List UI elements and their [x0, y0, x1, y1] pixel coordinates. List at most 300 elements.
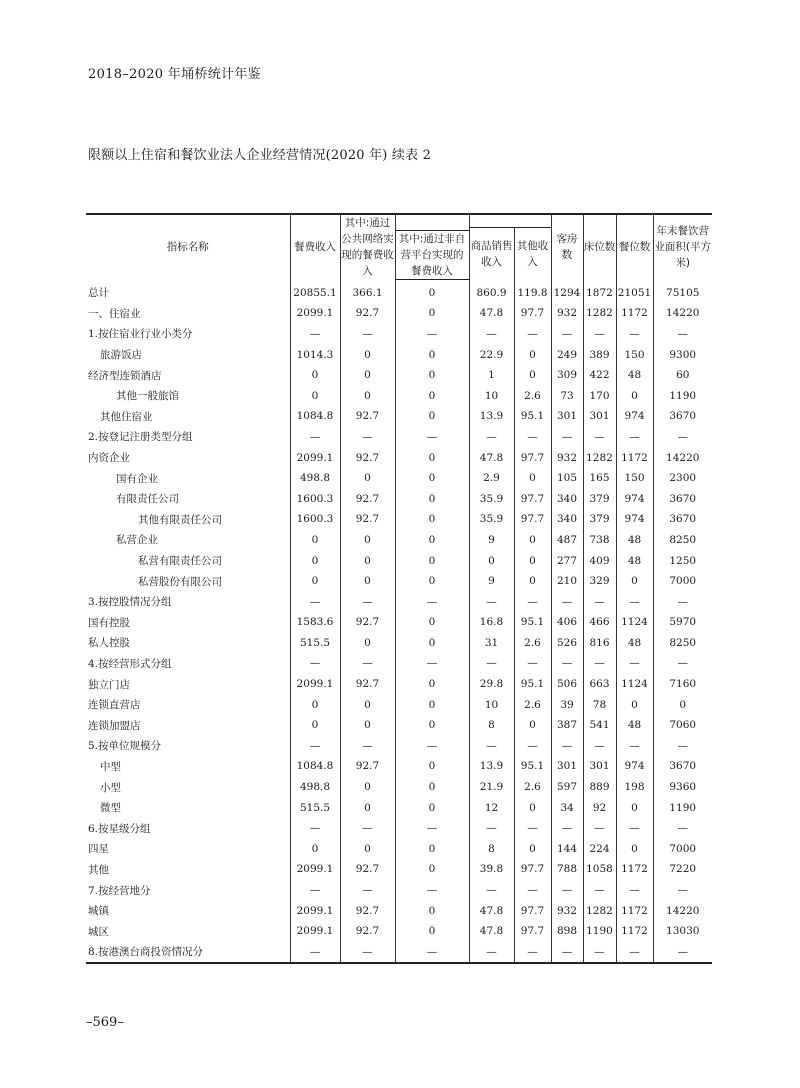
table-row	[86, 839, 712, 860]
cell-public-net: 92.7	[340, 859, 395, 880]
cell-catering: 1600.3	[290, 509, 340, 530]
cell-public-net: 92.7	[340, 303, 395, 324]
cell-seats: —	[616, 942, 653, 964]
row-label: 城镇	[86, 900, 290, 921]
cell-catering: 0	[290, 839, 340, 860]
cell-goods: —	[469, 427, 514, 448]
table-row	[86, 427, 712, 448]
table-row	[86, 818, 712, 839]
cell-beds: 816	[583, 633, 616, 654]
table-row	[86, 385, 712, 406]
cell-other: 97.7	[514, 921, 551, 942]
cell-self-platform: 0	[395, 571, 469, 592]
cell-beds: 1282	[583, 303, 616, 324]
cell-beds: 165	[583, 468, 616, 489]
header-self-platform-blank	[395, 214, 469, 230]
cell-public-net: 92.7	[340, 488, 395, 509]
row-label: 中型	[86, 756, 290, 777]
header-rooms: 客房数	[551, 214, 583, 279]
cell-seats: 198	[616, 777, 653, 798]
cell-goods: 9	[469, 530, 514, 551]
cell-other: 95.1	[514, 406, 551, 427]
header-area: 年末餐饮营业面积(平方米)	[653, 214, 712, 279]
cell-other: —	[514, 427, 551, 448]
row-label: 经济型连锁酒店	[86, 365, 290, 386]
cell-catering: 2099.1	[290, 921, 340, 942]
cell-public-net: 0	[340, 365, 395, 386]
table-row	[86, 653, 712, 674]
table-row	[86, 468, 712, 489]
cell-goods: 0	[469, 550, 514, 571]
cell-goods: 29.8	[469, 674, 514, 695]
row-label: 8.按港澳台商投资情况分	[86, 942, 290, 964]
table-row	[86, 715, 712, 736]
cell-other: 95.1	[514, 612, 551, 633]
cell-goods: 860.9	[469, 279, 514, 303]
cell-catering: —	[290, 591, 340, 612]
cell-other: —	[514, 324, 551, 345]
cell-beds: 1058	[583, 859, 616, 880]
row-label: 独立门店	[86, 674, 290, 695]
cell-seats: 1124	[616, 612, 653, 633]
cell-beds: —	[583, 591, 616, 612]
cell-rooms: 788	[551, 859, 583, 880]
cell-public-net: —	[340, 591, 395, 612]
cell-other: 0	[514, 550, 551, 571]
cell-area: —	[677, 822, 688, 835]
cell-area: —	[677, 327, 688, 340]
cell-rooms: 39	[551, 694, 583, 715]
cell-public-net: —	[340, 736, 395, 757]
cell-catering: 0	[290, 385, 340, 406]
cell-self-platform: 0	[395, 344, 469, 365]
cell-rooms: 105	[551, 468, 583, 489]
cell-catering: 515.5	[290, 633, 340, 654]
cell-beds: 663	[583, 674, 616, 695]
cell-area: 13030	[666, 925, 700, 938]
cell-beds: 889	[583, 777, 616, 798]
row-label: 其他	[86, 859, 290, 880]
cell-catering: 2099.1	[290, 303, 340, 324]
cell-other: 2.6	[514, 385, 551, 406]
cell-seats: —	[616, 818, 653, 839]
cell-beds: 78	[583, 694, 616, 715]
cell-seats: 0	[616, 839, 653, 860]
table-row	[86, 303, 712, 324]
cell-beds: 224	[583, 839, 616, 860]
cell-beds: —	[583, 653, 616, 674]
cell-public-net: —	[340, 427, 395, 448]
cell-seats: 150	[616, 468, 653, 489]
cell-goods: 21.9	[469, 777, 514, 798]
cell-self-platform: 0	[395, 530, 469, 551]
cell-public-net: 92.7	[340, 900, 395, 921]
cell-goods: 13.9	[469, 756, 514, 777]
cell-catering: 20855.1	[290, 279, 340, 303]
row-label: 私人控股	[86, 633, 290, 654]
cell-area: 1250	[669, 554, 697, 567]
cell-rooms: 73	[551, 385, 583, 406]
row-label: 3.按控股情况分组	[86, 591, 290, 612]
cell-catering: —	[290, 653, 340, 674]
cell-goods: —	[469, 324, 514, 345]
cell-seats: 150	[616, 344, 653, 365]
cell-goods: 1	[469, 365, 514, 386]
cell-self-platform: —	[395, 324, 469, 345]
row-label: 2.按登记注册类型分组	[86, 427, 290, 448]
table-row	[86, 324, 712, 345]
header-seats: 餐位数	[616, 214, 653, 279]
cell-beds: —	[583, 942, 616, 964]
cell-self-platform: 0	[395, 859, 469, 880]
row-label: 小型	[86, 777, 290, 798]
cell-catering: —	[290, 880, 340, 901]
cell-public-net: 0	[340, 715, 395, 736]
row-label: 国有控股	[86, 612, 290, 633]
cell-beds: 301	[583, 406, 616, 427]
cell-catering: 1084.8	[290, 756, 340, 777]
page-number: –569–	[86, 1015, 124, 1030]
table-row	[86, 859, 712, 880]
header-self-platform: 其中:通过非自营平台实现的餐费收入	[395, 230, 469, 279]
cell-beds: 329	[583, 571, 616, 592]
cell-catering: 1014.3	[290, 344, 340, 365]
cell-other: 97.7	[514, 488, 551, 509]
cell-other: —	[514, 880, 551, 901]
cell-area: 3670	[669, 760, 697, 773]
cell-rooms: 277	[551, 550, 583, 571]
cell-public-net: 0	[340, 468, 395, 489]
cell-rooms: 932	[551, 447, 583, 468]
cell-seats: 1172	[616, 303, 653, 324]
cell-public-net: 0	[340, 344, 395, 365]
cell-beds: —	[583, 736, 616, 757]
cell-area: 9360	[669, 781, 697, 794]
cell-catering: 1583.6	[290, 612, 340, 633]
cell-seats: 48	[616, 633, 653, 654]
cell-other: 0	[514, 530, 551, 551]
cell-seats: —	[616, 736, 653, 757]
row-label: 7.按经营地分	[86, 880, 290, 901]
table-row	[86, 612, 712, 633]
cell-goods: 35.9	[469, 509, 514, 530]
cell-rooms: 301	[551, 406, 583, 427]
cell-other: —	[514, 653, 551, 674]
cell-goods: —	[469, 880, 514, 901]
cell-area: 9300	[669, 348, 697, 361]
row-label: 有限责任公司	[86, 488, 290, 509]
cell-self-platform: 0	[395, 279, 469, 303]
cell-public-net: —	[340, 324, 395, 345]
cell-public-net: 0	[340, 385, 395, 406]
table-row	[86, 530, 712, 551]
cell-area: 7220	[669, 863, 697, 876]
cell-rooms: —	[551, 818, 583, 839]
cell-goods: 39.8	[469, 859, 514, 880]
cell-seats: 974	[616, 406, 653, 427]
cell-goods: 47.8	[469, 303, 514, 324]
cell-rooms: —	[551, 942, 583, 964]
table-row	[86, 736, 712, 757]
cell-catering: 1084.8	[290, 406, 340, 427]
cell-catering: 0	[290, 550, 340, 571]
table-body	[86, 279, 712, 963]
cell-rooms: 932	[551, 900, 583, 921]
cell-seats: —	[616, 653, 653, 674]
cell-public-net: 0	[340, 571, 395, 592]
row-label: 其他一般旅馆	[86, 385, 290, 406]
table-title: 限额以上住宿和餐饮业法人企业经营情况(2020 年) 续表 2	[88, 148, 432, 163]
cell-goods: 35.9	[469, 488, 514, 509]
cell-area: 14220	[666, 904, 700, 917]
cell-catering: —	[290, 324, 340, 345]
cell-goods: 13.9	[469, 406, 514, 427]
cell-seats: 0	[616, 694, 653, 715]
row-label: 5.按单位规模分	[86, 736, 290, 757]
cell-self-platform: 0	[395, 900, 469, 921]
row-label: 旅游饭店	[86, 344, 290, 365]
cell-beds: —	[583, 818, 616, 839]
cell-goods: 8	[469, 715, 514, 736]
table-row	[86, 633, 712, 654]
cell-beds: —	[583, 880, 616, 901]
row-label: 私营企业	[86, 530, 290, 551]
cell-other: 2.6	[514, 777, 551, 798]
row-label: 6.按星级分组	[86, 818, 290, 839]
cell-self-platform: 0	[395, 839, 469, 860]
cell-seats: 21051	[616, 279, 653, 303]
cell-goods: 10	[469, 694, 514, 715]
cell-beds: 1872	[583, 279, 616, 303]
header-public-net: 其中:通过公共网络实现的餐费收入	[340, 214, 395, 279]
header-catering: 餐费收入	[290, 214, 340, 279]
cell-rooms: —	[551, 736, 583, 757]
cell-seats: —	[616, 427, 653, 448]
row-label: 总计	[86, 279, 290, 303]
cell-rooms: 210	[551, 571, 583, 592]
cell-goods: —	[469, 653, 514, 674]
cell-self-platform: 0	[395, 550, 469, 571]
row-label: 一、住宿业	[86, 303, 290, 324]
table-row	[86, 571, 712, 592]
cell-self-platform: 0	[395, 385, 469, 406]
cell-catering: 0	[290, 715, 340, 736]
cell-self-platform: —	[395, 591, 469, 612]
cell-area: —	[653, 942, 712, 964]
cell-catering: —	[290, 818, 340, 839]
cell-public-net: 0	[340, 777, 395, 798]
cell-goods: 12	[469, 797, 514, 818]
cell-rooms: 526	[551, 633, 583, 654]
cell-beds: 541	[583, 715, 616, 736]
cell-beds: 170	[583, 385, 616, 406]
table-row	[86, 550, 712, 571]
table-row	[86, 942, 712, 964]
cell-catering: 0	[290, 571, 340, 592]
cell-self-platform: 0	[395, 612, 469, 633]
cell-self-platform: —	[395, 736, 469, 757]
cell-self-platform: 0	[395, 447, 469, 468]
cell-beds: —	[583, 427, 616, 448]
cell-self-platform: 0	[395, 674, 469, 695]
cell-seats: 1124	[616, 674, 653, 695]
cell-catering: 0	[290, 365, 340, 386]
cell-other: —	[514, 818, 551, 839]
cell-self-platform: 0	[395, 715, 469, 736]
cell-goods: 47.8	[469, 921, 514, 942]
cell-public-net: 92.7	[340, 406, 395, 427]
cell-self-platform: —	[395, 818, 469, 839]
cell-goods: 16.8	[469, 612, 514, 633]
cell-seats: 0	[616, 385, 653, 406]
table-row	[86, 674, 712, 695]
cell-catering: 1600.3	[290, 488, 340, 509]
cell-other: 97.7	[514, 859, 551, 880]
cell-rooms: —	[551, 653, 583, 674]
cell-seats: —	[616, 324, 653, 345]
cell-area: 75105	[666, 286, 700, 299]
cell-seats: 48	[616, 550, 653, 571]
cell-rooms: 309	[551, 365, 583, 386]
row-label: 其他住宿业	[86, 406, 290, 427]
cell-area: 14220	[666, 451, 700, 464]
cell-beds: 379	[583, 488, 616, 509]
cell-catering: —	[290, 427, 340, 448]
cell-other: 0	[514, 365, 551, 386]
cell-seats: 1172	[616, 859, 653, 880]
cell-area: —	[677, 657, 688, 670]
cell-public-net: —	[340, 653, 395, 674]
table-row	[86, 344, 712, 365]
cell-self-platform: —	[395, 653, 469, 674]
cell-goods: —	[469, 736, 514, 757]
cell-self-platform: 0	[395, 756, 469, 777]
cell-self-platform: 0	[395, 509, 469, 530]
cell-other: 119.8	[514, 279, 551, 303]
cell-seats: 0	[616, 797, 653, 818]
cell-rooms: 898	[551, 921, 583, 942]
cell-rooms: —	[551, 591, 583, 612]
row-label: 微型	[86, 797, 290, 818]
cell-area: —	[677, 884, 688, 897]
cell-area: 0	[679, 698, 687, 711]
cell-beds: 379	[583, 509, 616, 530]
cell-rooms: 487	[551, 530, 583, 551]
running-head: 2018–2020 年埇桥统计年鉴	[88, 67, 261, 82]
cell-seats: 974	[616, 488, 653, 509]
cell-public-net: 366.1	[340, 279, 395, 303]
cell-beds: —	[583, 324, 616, 345]
row-label: 连锁直营店	[86, 694, 290, 715]
table-row	[86, 900, 712, 921]
cell-catering: 0	[290, 694, 340, 715]
cell-other: 97.7	[514, 447, 551, 468]
cell-area: 7060	[669, 719, 697, 732]
cell-catering: 0	[290, 530, 340, 551]
cell-other: 0	[514, 571, 551, 592]
cell-public-net: 92.7	[340, 509, 395, 530]
cell-public-net: 92.7	[340, 674, 395, 695]
cell-seats: 1172	[616, 447, 653, 468]
cell-catering: 2099.1	[290, 447, 340, 468]
cell-catering: 515.5	[290, 797, 340, 818]
table-row	[86, 591, 712, 612]
cell-seats: 48	[616, 530, 653, 551]
cell-self-platform: —	[395, 942, 469, 964]
cell-public-net: 92.7	[340, 921, 395, 942]
row-label: 4.按经营形式分组	[86, 653, 290, 674]
cell-other: —	[514, 591, 551, 612]
cell-self-platform: —	[395, 427, 469, 448]
cell-self-platform: 0	[395, 633, 469, 654]
cell-beds: 738	[583, 530, 616, 551]
cell-area: 1190	[669, 801, 697, 814]
cell-area: —	[677, 430, 688, 443]
header-beds: 床位数	[583, 214, 616, 279]
cell-area: 3670	[669, 492, 697, 505]
cell-goods: 22.9	[469, 344, 514, 365]
cell-seats: 1172	[616, 900, 653, 921]
row-label: 城区	[86, 921, 290, 942]
table-row	[86, 488, 712, 509]
cell-goods: —	[469, 942, 514, 964]
cell-self-platform: 0	[395, 406, 469, 427]
cell-area: —	[677, 739, 688, 752]
cell-other: —	[514, 736, 551, 757]
header-other: 其他收入	[514, 228, 551, 280]
table-row	[86, 509, 712, 530]
cell-area: 5970	[669, 616, 697, 629]
table-row	[86, 777, 712, 798]
cell-other: 97.7	[514, 303, 551, 324]
cell-rooms: 144	[551, 839, 583, 860]
cell-public-net: 92.7	[340, 756, 395, 777]
row-label: 连锁加盟店	[86, 715, 290, 736]
cell-area: —	[677, 595, 688, 608]
table-row	[86, 279, 712, 303]
cell-catering: 498.8	[290, 777, 340, 798]
row-label: 其他有限责任公司	[86, 509, 290, 530]
cell-area: 14220	[666, 307, 700, 320]
header-sales-blank	[469, 214, 551, 228]
cell-rooms: 340	[551, 488, 583, 509]
cell-area: 3670	[669, 410, 697, 423]
cell-seats: —	[616, 591, 653, 612]
cell-beds: 1282	[583, 447, 616, 468]
cell-seats: 974	[616, 509, 653, 530]
cell-other: —	[514, 942, 551, 964]
cell-rooms: 506	[551, 674, 583, 695]
cell-seats: 48	[616, 715, 653, 736]
cell-seats: —	[616, 880, 653, 901]
row-label: 私营有限责任公司	[86, 550, 290, 571]
cell-self-platform: 0	[395, 303, 469, 324]
cell-goods: 47.8	[469, 900, 514, 921]
cell-area: 2300	[669, 472, 697, 485]
cell-seats: 974	[616, 756, 653, 777]
cell-self-platform: 0	[395, 921, 469, 942]
cell-goods: 47.8	[469, 447, 514, 468]
cell-rooms: 34	[551, 797, 583, 818]
cell-self-platform: 0	[395, 488, 469, 509]
table-row	[86, 365, 712, 386]
cell-other: 0	[514, 344, 551, 365]
cell-public-net: —	[340, 942, 395, 964]
cell-beds: 409	[583, 550, 616, 571]
cell-area: 8250	[669, 533, 697, 546]
cell-goods: 2.9	[469, 468, 514, 489]
cell-seats: 48	[616, 365, 653, 386]
